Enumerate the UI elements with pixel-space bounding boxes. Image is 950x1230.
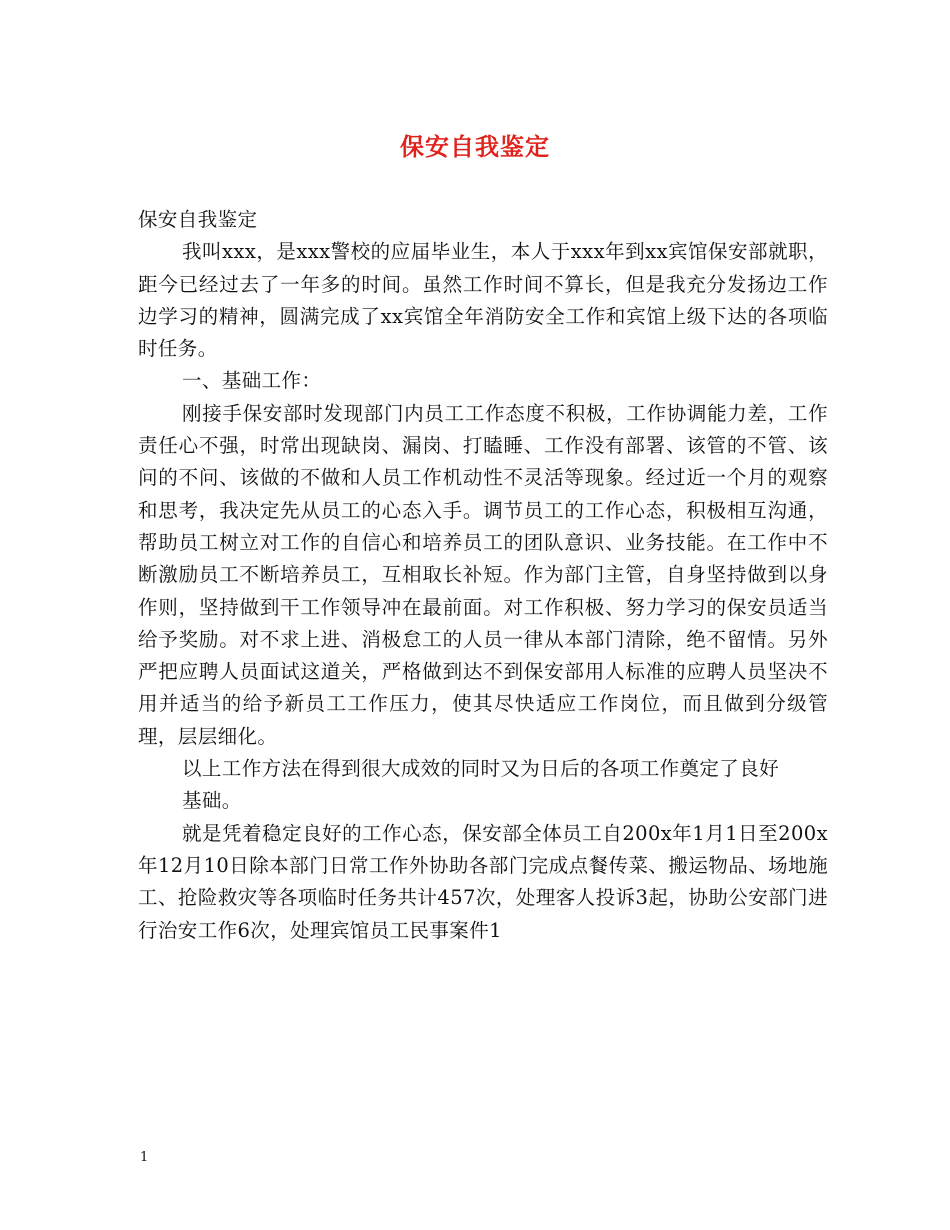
paragraph-statistics: 就是凭着稳定良好的工作心态，保安部全体员工自200x年1月1日至200x年12月10日除本部门日常工作外协助各部门完成点餐传菜、搬运物品、场地施工、抢险救灾等各项临时任务共计457次，处理客人投诉3起，协助公安部门进行治安工作6次，处理宾馆员工民事案件1	[138, 821, 828, 942]
document-title: 保安自我鉴定	[400, 132, 550, 161]
paragraph-results: 以上工作方法在得到很大成效的同时又为日后的各项工作奠定了良好	[182, 757, 780, 781]
paragraph-foundation: 基础。	[182, 789, 242, 813]
section-heading-basic-work: 一、基础工作：	[182, 369, 322, 393]
page-number: 1	[140, 1150, 149, 1165]
paragraph-basic-work: 刚接手保安部时发现部门内员工工作态度不积极，工作协调能力差，工作责任心不强，时常出现缺岗、漏岗、打瞌睡、工作没有部署、该管的不管、该问的不问、该做的不做和人员工作机动性不灵活等现象。经过近一个月的观察和思考，我决定先从员工的心态入手。调节员工的工作心态，积极相互沟通，帮助员工树立对工作的自信心和培养员工的团队意识、业务技能。在工作中不断激励员工不断培养员工，互相取长补短。作为部门主管，自身坚持做到以身作则，坚持做到干工作领导冲在最前面。对工作积极、努力学习的保安员适当给予奖励。对不求上进、消极怠工的人员一律从本部门清除，绝不留情。另外严把应聘人员面试这道关，严格做到达不到保安部用人标准的应聘人员坚决不用并适当的给予新员工工作压力，使其尽快适应工作岗位，而且做到分级管理，层层细化。	[138, 401, 828, 748]
paragraph-intro: 我叫xxx，是xxx警校的应届毕业生，本人于xxx年到xx宾馆保安部就职，距今已经过去了一年多的时间。虽然工作时间不算长，但是我充分发扬边工作边学习的精神，圆满完成了xx宾馆全年消防安全工作和宾馆上级下达的各项临时任务。	[138, 240, 828, 361]
paragraph-heading: 保安自我鉴定	[138, 208, 258, 231]
document-body	[138, 204, 828, 947]
